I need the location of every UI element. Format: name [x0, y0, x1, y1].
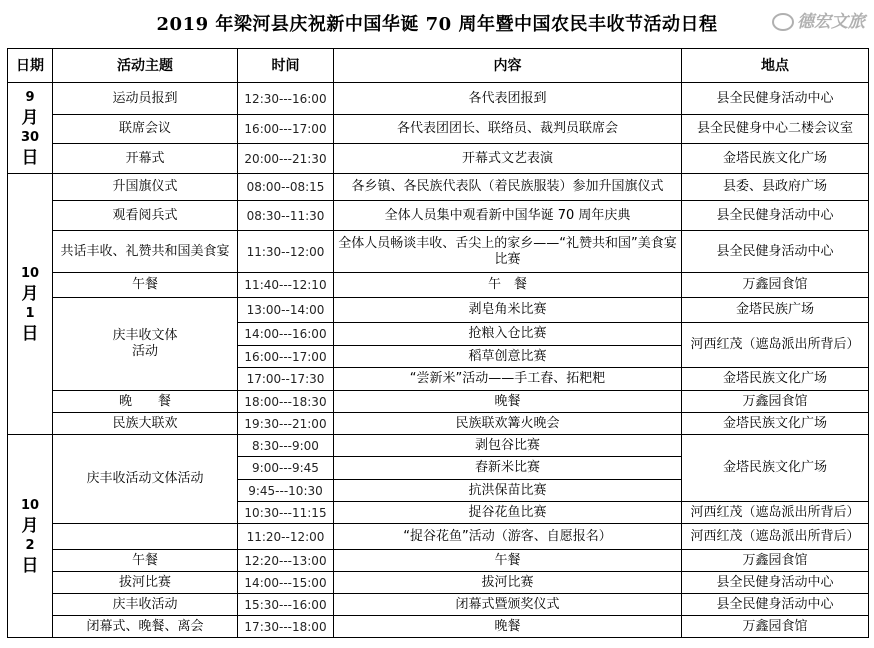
theme-cell: 运动员报到 [53, 83, 238, 115]
place-cell: 河西红茂（遮岛派出所背后） [682, 524, 869, 550]
content-cell: 午餐 [334, 550, 682, 572]
place-cell: 县全民健身活动中心 [682, 83, 869, 115]
theme-cell: 拔河比赛 [53, 572, 238, 594]
place-cell: 县全民健身活动中心 [682, 201, 869, 231]
header-content: 内容 [334, 49, 682, 83]
time-cell: 16:00---17:00 [238, 115, 334, 144]
theme-cell: 民族大联欢 [53, 413, 238, 435]
place-cell: 河西红茂（遮岛派出所背后） [682, 502, 869, 524]
content-cell: 各乡镇、各民族代表队（着民族服装）参加升国旗仪式 [334, 174, 682, 201]
place-cell: 县全民健身活动中心 [682, 572, 869, 594]
content-cell: 午 餐 [334, 273, 682, 298]
time-cell: 15:30---16:00 [238, 594, 334, 616]
time-cell: 8:30---9:00 [238, 435, 334, 457]
time-cell: 08:30--11:30 [238, 201, 334, 231]
place-cell: 金塔民族广场 [682, 298, 869, 323]
theme-cell: 共话丰收、礼赞共和国美食宴 [53, 231, 238, 273]
time-cell: 10:30---11:15 [238, 502, 334, 524]
content-cell: 抗洪保苗比赛 [334, 480, 682, 502]
content-cell: 闭幕式暨颁奖仪式 [334, 594, 682, 616]
place-cell: 县全民健身活动中心 [682, 594, 869, 616]
watermark: 德宏文旅 [772, 12, 865, 32]
content-cell: 稻草创意比赛 [334, 346, 682, 368]
content-cell: 捉谷花鱼比赛 [334, 502, 682, 524]
header-place: 地点 [682, 49, 869, 83]
time-cell: 17:30---18:00 [238, 616, 334, 638]
place-cell: 金塔民族文化广场 [682, 144, 869, 174]
theme-cell: 午餐 [53, 550, 238, 572]
header-time: 时间 [238, 49, 334, 83]
wechat-icon [772, 13, 794, 31]
place-cell: 万鑫园食馆 [682, 391, 869, 413]
time-cell: 18:00---18:30 [238, 391, 334, 413]
table-row [8, 435, 869, 457]
table-row [8, 616, 869, 638]
time-cell: 14:00---15:00 [238, 572, 334, 594]
time-cell: 19:30---21:00 [238, 413, 334, 435]
content-cell: 民族联欢篝火晚会 [334, 413, 682, 435]
table-row [8, 413, 869, 435]
content-cell: 开幕式文艺表演 [334, 144, 682, 174]
time-cell: 11:30--12:00 [238, 231, 334, 273]
theme-cell: 庆丰收文体活动 [53, 298, 238, 391]
content-cell: “尝新米”活动——手工舂、拓粑粑 [334, 368, 682, 391]
content-cell: 舂新米比赛 [334, 457, 682, 480]
date-cell: 10 月 1 日 [8, 174, 53, 435]
content-cell: 抢粮入仓比赛 [334, 323, 682, 346]
place-cell: 县全民健身活动中心 [682, 231, 869, 273]
time-cell: 13:00--14:00 [238, 298, 334, 323]
content-cell: 各代表团团长、联络员、裁判员联席会 [334, 115, 682, 144]
theme-cell: 庆丰收活动文体活动 [53, 435, 238, 524]
place-cell: 金塔民族文化广场 [682, 368, 869, 391]
time-cell: 20:00---21:30 [238, 144, 334, 174]
table-row [8, 298, 869, 323]
table-row [8, 174, 869, 201]
theme-cell: 午餐 [53, 273, 238, 298]
content-cell: 全体人员集中观看新中国华诞 70 周年庆典 [334, 201, 682, 231]
time-cell: 9:00---9:45 [238, 457, 334, 480]
content-cell: 晚餐 [334, 391, 682, 413]
table-header [8, 49, 869, 83]
theme-cell [53, 524, 238, 550]
page-title: 2019 年梁河县庆祝新中国华诞 70 周年暨中国农民丰收节活动日程 [156, 14, 718, 35]
time-cell: 12:20---13:00 [238, 550, 334, 572]
table-row [8, 83, 869, 115]
content-cell: “捉谷花鱼”活动（游客、自愿报名） [334, 524, 682, 550]
date-cell: 9 月 30 日 [8, 83, 53, 174]
time-cell: 11:40---12:10 [238, 273, 334, 298]
content-cell: 全体人员畅谈丰收、舌尖上的家乡——“礼赞共和国”美食宴比赛 [334, 231, 682, 273]
time-cell: 14:00---16:00 [238, 323, 334, 346]
content-cell: 各代表团报到 [334, 83, 682, 115]
content-cell: 晚餐 [334, 616, 682, 638]
place-cell: 县全民健身中心二楼会议室 [682, 115, 869, 144]
place-cell: 金塔民族文化广场 [682, 435, 869, 502]
place-cell: 金塔民族文化广场 [682, 413, 869, 435]
time-cell: 11:20--12:00 [238, 524, 334, 550]
content-cell: 剥皂角米比赛 [334, 298, 682, 323]
theme-cell: 升国旗仪式 [53, 174, 238, 201]
table-row [8, 550, 869, 572]
theme-cell: 观看阅兵式 [53, 201, 238, 231]
time-cell: 17:00--17:30 [238, 368, 334, 391]
header-theme: 活动主题 [53, 49, 238, 83]
place-cell: 万鑫园食馆 [682, 273, 869, 298]
time-cell: 12:30---16:00 [238, 83, 334, 115]
table-row [8, 391, 869, 413]
time-cell: 16:00---17:00 [238, 346, 334, 368]
time-cell: 9:45---10:30 [238, 480, 334, 502]
table-row [8, 572, 869, 594]
table-row [8, 231, 869, 273]
place-cell: 河西红茂（遮岛派出所背后） [682, 323, 869, 368]
place-cell: 万鑫园食馆 [682, 616, 869, 638]
header-date: 日期 [8, 49, 53, 83]
table-row [8, 201, 869, 231]
table-row [8, 115, 869, 144]
table-row [8, 273, 869, 298]
content-cell: 剥包谷比赛 [334, 435, 682, 457]
theme-cell: 晚 餐 [53, 391, 238, 413]
theme-cell: 闭幕式、晚餐、离会 [53, 616, 238, 638]
table-row [8, 144, 869, 174]
date-cell: 10 月 2 日 [8, 435, 53, 638]
theme-cell: 开幕式 [53, 144, 238, 174]
table-row [8, 594, 869, 616]
table-row [8, 524, 869, 550]
place-cell: 县委、县政府广场 [682, 174, 869, 201]
content-cell: 拔河比赛 [334, 572, 682, 594]
theme-cell: 庆丰收活动 [53, 594, 238, 616]
theme-cell: 联席会议 [53, 115, 238, 144]
place-cell: 万鑫园食馆 [682, 550, 869, 572]
time-cell: 08:00--08:15 [238, 174, 334, 201]
schedule-table [7, 48, 869, 638]
